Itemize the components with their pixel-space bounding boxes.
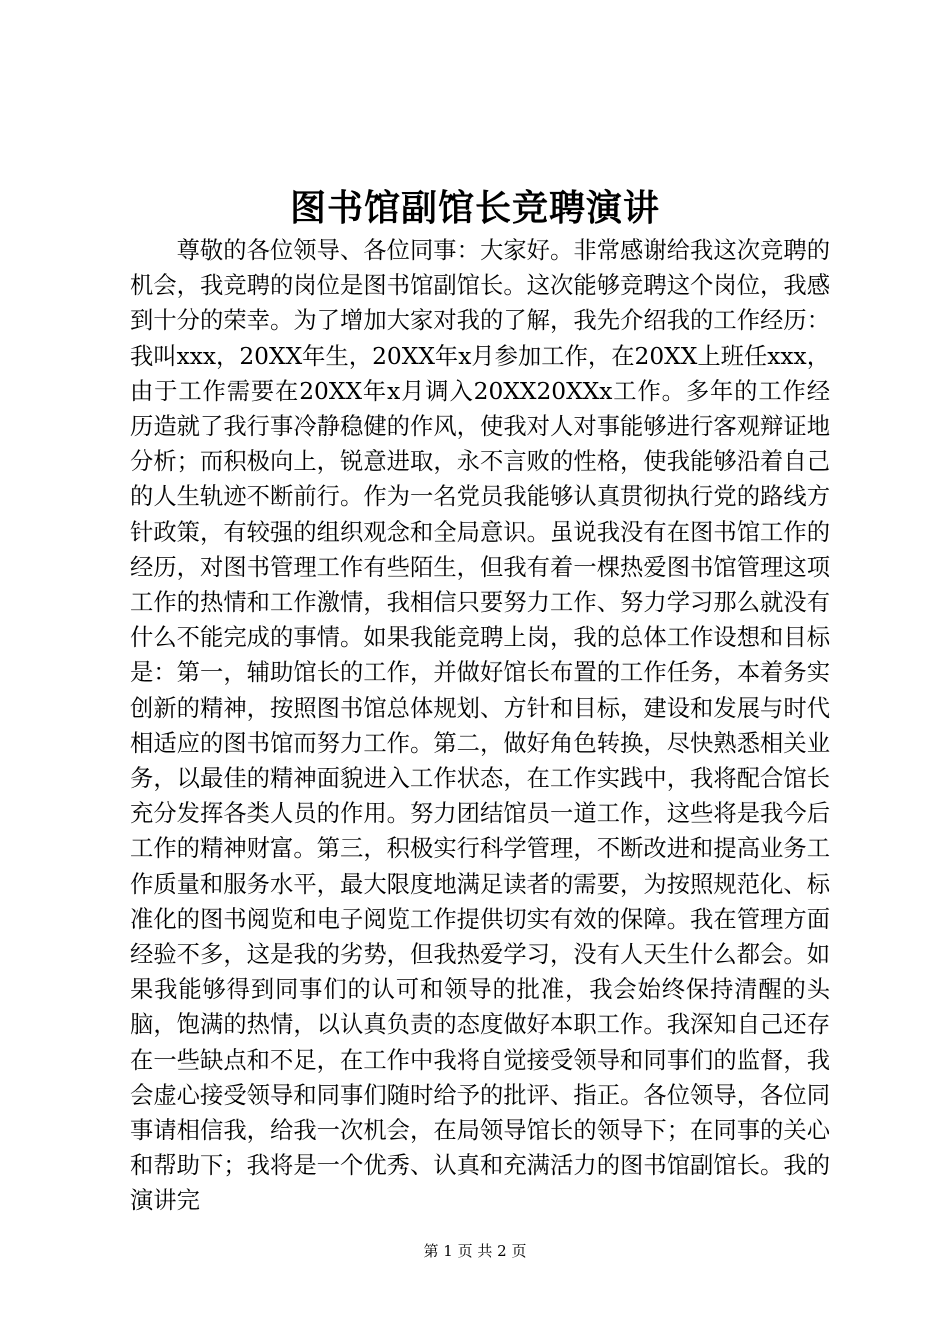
document-body-paragraph: 尊敬的各位领导、各位同事：大家好。非常感谢给我这次竞聘的机会，我竞聘的岗位是图书馆副馆长。这次能够竞聘这个岗位，我感到十分的荣幸。为了增加大家对我的了解，我先介绍我的工作经历：我叫xxx，20XX年生，20XX年x月参加工作，在20XX上班任xxx，由于工作需要在20XX年x月调入20XX20XXx工作。多年的工作经历造就了我行事冷静稳健的作风，使我对人对事能够进行客观辩证地分析；而积极向上，锐意进取，永不言败的性格，使我能够沿着自己的人生轨迹不断前行。作为一名党员我能够认真贯彻执行党的路线方针政策，有较强的组织观念和全局意识。虽说我没有在图书馆工作的经历，对图书管理工作有些陌生，但我有着一棵热爱图书馆管理这项工作的热情和工作激情，我相信只要努力工作、努力学习那么就没有什么不能完成的事情。如果我能竞聘上岗，我的总体工作设想和目标是：第一，辅助馆长的工作，并做好馆长布置的工作任务，本着务实创新的精神，按照图书馆总体规划、方针和目标，建设和发展与时代相适应的图书馆而努力工作。第二，做好角色转换，尽快熟悉相关业务，以最佳的精神面貌进入工作状态，在工作实践中，我将配合馆长充分发挥各类人员的作用。努力团结馆员一道工作，这些将是我今后工作的精神财富。第三，积极实行科学管理，不断改进和提高业务工作质量和服务水平，最大限度地满足读者的需要，为按照规范化、标准化的图书阅览和电子阅览工作提供切实有效的保障。我在管理方面经验不多，这是我的劣势，但我热爱学习，没有人天生什么都会。如果我能够得到同事们的认可和领导的批准，我会始终保持清醒的头脑，饱满的热情，以认真负责的态度做好本职工作。我深知自己还存在一些缺点和不足，在工作中我将自觉接受领导和同事们的监督，我会虚心接受领导和同事们随时给予的批评、指正。各位领导，各位同事请相信我，给我一次机会，在局领导馆长的领导下；在同事的关心和帮助下；我将是一个优秀、认真和充满活力的图书馆副馆长。我的演讲完 [130, 237, 830, 1215]
page-number-footer: 第 1 页 共 2 页 [423, 1242, 527, 1260]
document-title: 图书馆副馆长竞聘演讲 [289, 187, 660, 229]
